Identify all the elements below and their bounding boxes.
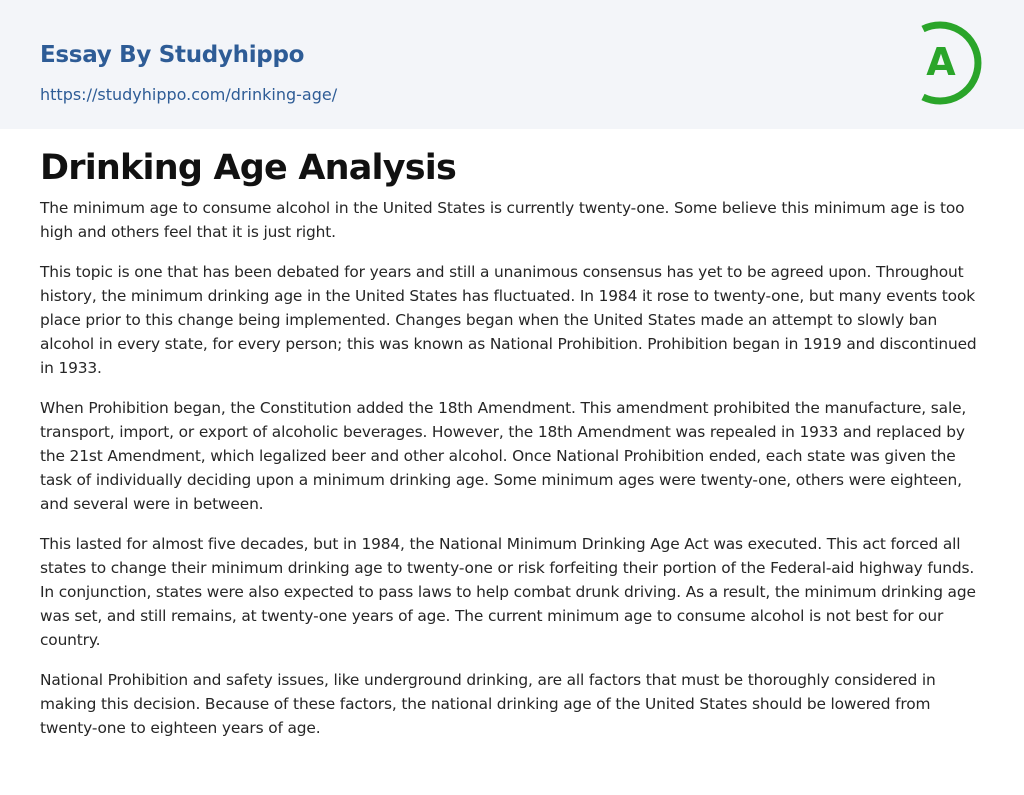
paragraph-4: This lasted for almost five decades, but in 1984, the National Minimum Drinking Age Act was executed. This act forced all states to change their minimum drinking age to twenty-one or risk forfeiting their portion of the Federal-aid highway funds. In conjunction, states were also expected to pass laws to help combat drunk driving. As a result, the minimum drinking age was set, and still remains, at twenty-one years of age. The current minimum age to consume alcohol is not best for our country.: [40, 535, 976, 649]
paragraph-5: National Prohibition and safety issues, like underground drinking, are all factors that must be thoroughly considered in making this decision. Because of these factors, the national drinking age of the United States should be lowered from twenty-one to eighteen years of age.: [40, 671, 936, 737]
page-title: Drinking Age Analysis: [40, 148, 457, 188]
logo-letter: A: [926, 40, 956, 84]
studyhippo-logo-icon[interactable]: [899, 19, 987, 107]
paragraph-3: When Prohibition began, the Constitution added the 18th Amendment. This amendment prohibited the manufacture, sale, transport, import, or export of alcoholic beverages. However, the 18th Amendment was repealed in 1933 and replaced by the 21st Amendment, which legalized beer and other alcohol. Once National Prohibition ended, each state was given the task of individually deciding upon a minimum drinking age. Some minimum ages were twenty-one, others were eighteen, and several were in between.: [40, 399, 967, 513]
essay-content: [40, 147, 990, 756]
source-url-link[interactable]: https://studyhippo.com/drinking-age/: [40, 85, 338, 104]
paragraph-1: The minimum age to consume alcohol in the United States is currently twenty-one. Some believe this minimum age is too high and others feel that it is just right.: [40, 199, 965, 241]
page-header: [0, 0, 1024, 129]
paragraph-2: This topic is one that has been debated for years and still a unanimous consensus has yet to be agreed upon. Throughout history, the minimum drinking age in the United States has fluctuated. In 1984 it rose to twenty-one, but many events took place prior to this change being implemented. Changes began when the United States made an attempt to slowly ban alcohol in every state, for every person; this was known as National Prohibition. Prohibition began in 1919 and discontinued in 1933.: [40, 263, 977, 377]
brand-title[interactable]: Essay By Studyhippo: [40, 42, 305, 68]
